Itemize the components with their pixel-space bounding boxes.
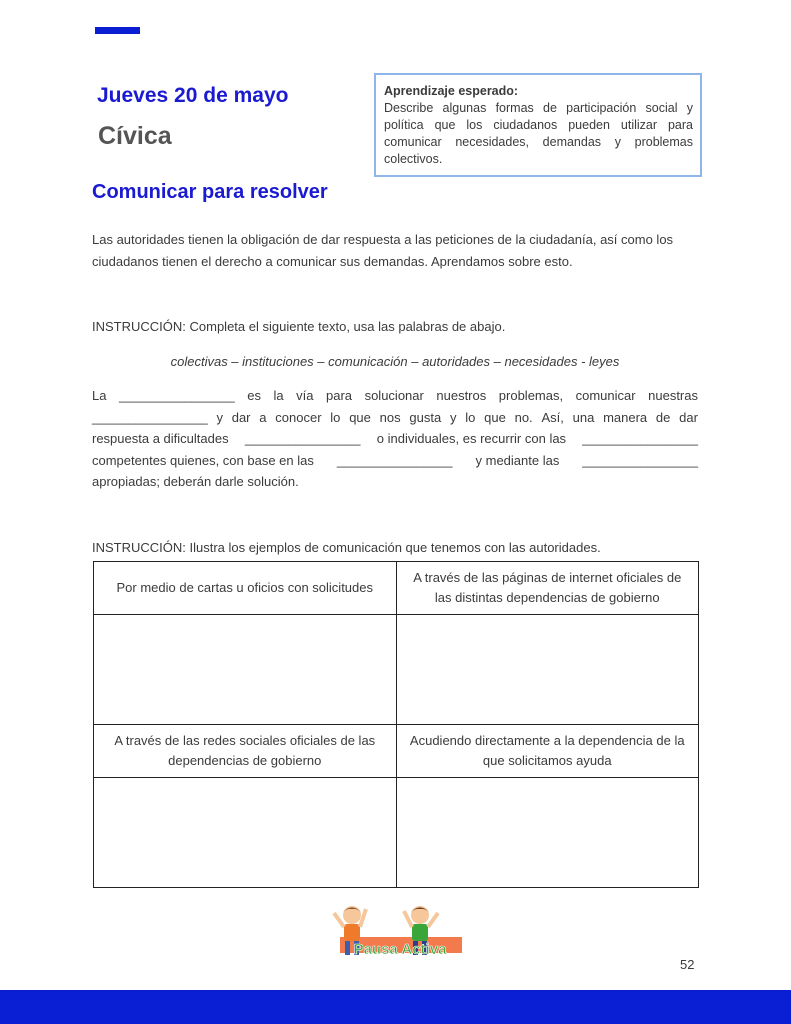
word: para (326, 388, 353, 403)
fill-line-1 (92, 385, 698, 407)
word: gusta (409, 409, 442, 425)
text-segment: respuesta a dificultades (92, 431, 229, 446)
bottom-accent-bar (0, 990, 791, 1024)
text-segment: competentes quienes, con base en las (92, 452, 314, 468)
word: a (259, 409, 267, 425)
word-bank: colectivas – instituciones – comunicación – autoridades – necesidades - leyes (170, 354, 620, 369)
lesson-date: Jueves 20 de mayo (97, 84, 289, 107)
word: nuestras (648, 388, 698, 403)
blank: ________________ (119, 388, 235, 403)
blank: ________________ (92, 409, 208, 425)
illustration-table (93, 561, 699, 888)
drawing-area-websites[interactable] (396, 615, 699, 725)
cell-in-person-header: Acudiendo directamente a la dependencia de la que solicitamos ayuda (396, 725, 699, 778)
word: Así, (541, 409, 564, 425)
fill-line-4 (92, 450, 698, 472)
active-break-badge (328, 903, 462, 961)
table-row (94, 778, 699, 888)
fill-line-3 (92, 428, 698, 450)
word: nos (379, 409, 401, 425)
table-row (94, 562, 699, 615)
section-title: Comunicar para resolver (92, 181, 328, 203)
badge-text: Pausa Activa (353, 941, 447, 958)
word: conocer (275, 409, 322, 425)
word: solucionar (364, 388, 424, 403)
fill-line-5: apropiadas; deberán darle solución. (92, 474, 299, 489)
word: una (572, 409, 595, 425)
blank: ________________ (582, 431, 698, 446)
word: vía (296, 388, 314, 403)
blank: ________________ (244, 431, 361, 446)
cell-websites-header: A través de las páginas de internet oficiales de las distintas dependencias de gobierno (396, 562, 699, 615)
word: comunicar (575, 388, 636, 403)
subject-title: Cívica (98, 122, 172, 150)
table-row (94, 615, 699, 725)
word: dar (679, 409, 698, 425)
word: manera (603, 409, 648, 425)
instruction-fill-text: INSTRUCCIÓN: Completa el siguiente texto, usa las palabras de abajo. (92, 319, 506, 334)
learning-objective-text: Describe algunas formas de participación social y política que los ciudadanos pueden utilizar para comunicar necesidades, demandas y problemas colectivos. (384, 101, 693, 166)
text-segment: o individuales, es recurrir con las (376, 431, 567, 446)
drawing-area-social-media[interactable] (94, 778, 397, 888)
word: lo (465, 409, 476, 425)
word: de (655, 409, 671, 425)
word: que (349, 409, 371, 425)
word: lo (330, 409, 341, 425)
cell-social-media-header: A través de las redes sociales oficiales de las dependencias de gobierno (94, 725, 397, 778)
learning-objective-title: Aprendizaje esperado: (384, 84, 519, 98)
drawing-area-in-person[interactable] (396, 778, 699, 888)
fill-in-paragraph (92, 385, 698, 493)
word: La (92, 388, 107, 403)
word: no. (514, 409, 533, 425)
learning-objective-box (374, 73, 702, 177)
text-segment: y mediante las (475, 452, 560, 468)
page-number: 52 (680, 957, 695, 972)
word: es (247, 388, 261, 403)
cell-letters-header: Por medio de cartas u oficios con solicitudes (94, 562, 397, 615)
drawing-area-letters[interactable] (94, 615, 397, 725)
word: problemas, (498, 388, 564, 403)
instruction-illustrate: INSTRUCCIÓN: Ilustra los ejemplos de comunicación que tenemos con las autoridades. (92, 540, 601, 555)
word: que (484, 409, 506, 425)
fill-line-2 (92, 407, 698, 429)
blank: ________________ (336, 452, 453, 468)
blank: ________________ (582, 452, 698, 468)
intro-paragraph: Las autoridades tienen la obligación de dar respuesta a las peticiones de la ciudadanía, así como los ciudadanos tienen el derecho a comunicar sus demandas. Aprendamos sobre esto. (92, 232, 674, 269)
word: la (273, 388, 284, 403)
word: dar (231, 409, 251, 425)
top-accent-bar (95, 27, 140, 34)
table-row (94, 725, 699, 778)
word: y (216, 409, 223, 425)
word: nuestros (436, 388, 487, 403)
word: y (449, 409, 457, 425)
